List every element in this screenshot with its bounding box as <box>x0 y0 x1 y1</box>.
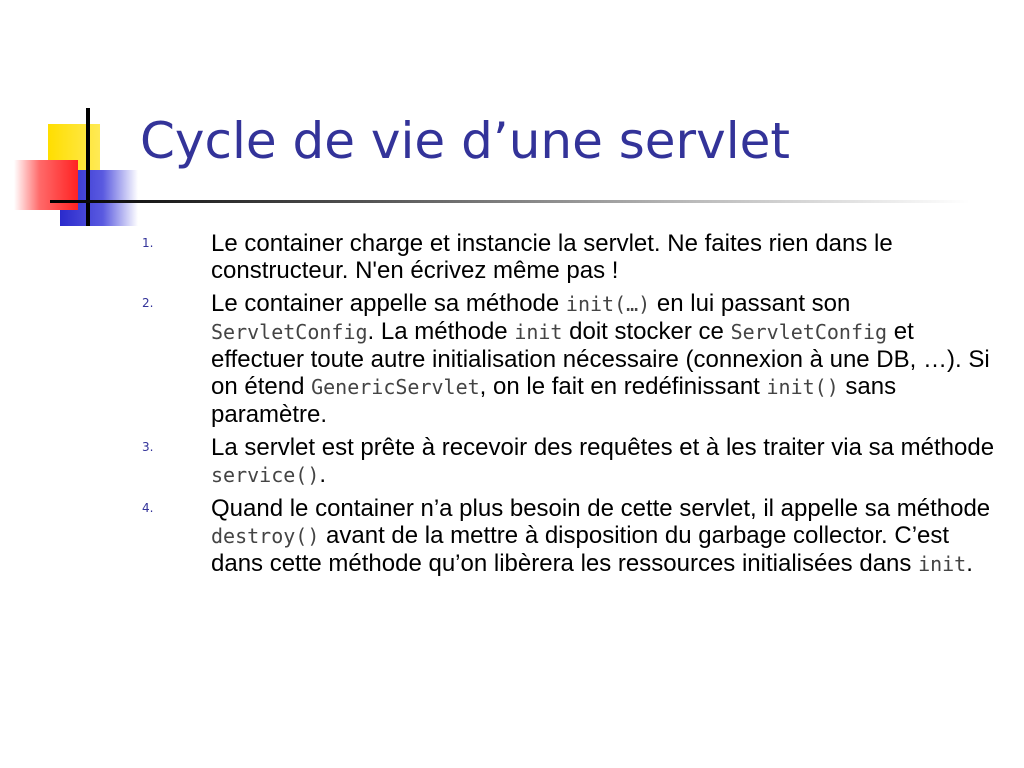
list-item-number: 3. <box>142 440 154 454</box>
text-segment: Le container charge et instancie la servlet. Ne faites rien dans le constructeur. N'en écrivez même pas ! <box>211 230 893 284</box>
code-snippet: ServletConfig <box>211 320 368 344</box>
code-snippet: init(…) <box>565 292 651 316</box>
text-segment: . <box>319 461 327 488</box>
list-item-text <box>211 290 998 428</box>
code-snippet: GenericServlet <box>311 375 480 399</box>
code-snippet: init <box>514 320 563 344</box>
text-segment: . La méthode <box>367 318 515 345</box>
list-item-text <box>211 495 998 578</box>
list-item <box>142 230 998 284</box>
lifecycle-list <box>142 230 998 584</box>
list-item-number: 2. <box>142 296 154 310</box>
list-item-text <box>211 434 998 489</box>
text-segment: sans paramètre. <box>211 373 897 428</box>
text-segment: . <box>966 550 973 577</box>
list-item <box>142 434 998 489</box>
code-snippet: destroy() <box>211 524 320 548</box>
code-snippet: init() <box>766 375 839 399</box>
text-segment: La servlet est prête à recevoir des requêtes et à les traiter via sa méthode <box>211 434 995 461</box>
ornament-vertical-line <box>86 108 90 226</box>
list-item <box>142 290 998 428</box>
text-segment: Le container appelle sa méthode <box>211 290 566 317</box>
code-snippet: ServletConfig <box>730 320 888 344</box>
text-segment: doit stocker ce <box>562 318 731 345</box>
text-segment: , on le fait en redéfinissant <box>479 373 767 400</box>
text-segment: Quand le container n’a plus besoin de cette servlet, il appelle sa méthode <box>211 495 991 522</box>
title-divider <box>50 200 970 203</box>
list-item <box>142 495 998 578</box>
code-snippet: init <box>918 552 967 576</box>
code-snippet: service() <box>211 463 320 487</box>
text-segment: avant de la mettre à disposition du garbage collector. C’est dans cette méthode qu’on libèrera les ressources initialisées dans <box>211 522 950 577</box>
text-segment: et effectuer toute autre initialisation nécessaire (connexion à une DB, …). Si on étend <box>211 318 990 400</box>
list-item-number: 1. <box>142 236 154 250</box>
list-item-number: 4. <box>142 501 154 515</box>
slide-title: Cycle de vie d’une servlet <box>140 112 790 170</box>
list-item-text <box>211 230 998 284</box>
text-segment: en lui passant son <box>650 290 851 317</box>
